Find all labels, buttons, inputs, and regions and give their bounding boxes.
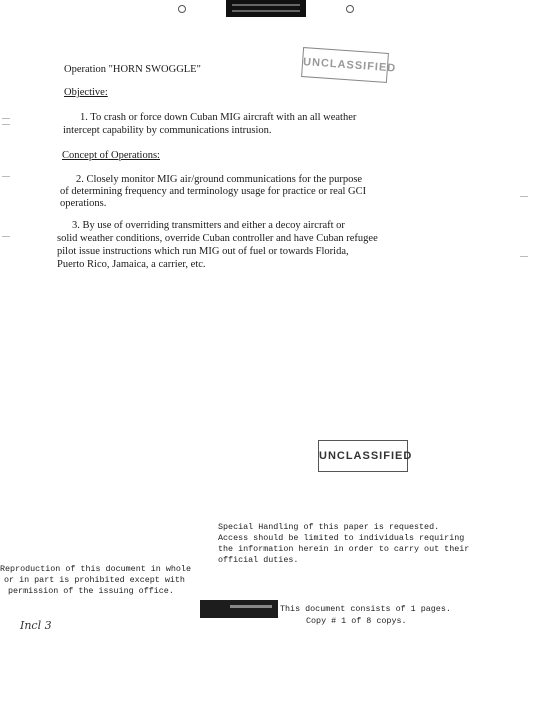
punch-hole-right	[346, 5, 354, 13]
paragraph-3-line: solid weather conditions, override Cuban controller and have Cuban refugee	[57, 233, 378, 244]
document-copy-line: Copy # 1 of 8 copys.	[306, 616, 407, 626]
paragraph-1-line: 1. To crash or force down Cuban MIG aircraft with an all weather	[80, 112, 357, 123]
paragraph-2-line: 2. Closely monitor MIG air/ground communications for the purpose	[76, 174, 363, 185]
paragraph-3-line: pilot issue instructions which run MIG out of fuel or towards Florida,	[57, 246, 349, 257]
secret-stamp-bottom	[200, 600, 278, 618]
reproduction-line: Reproduction of this document in whole	[0, 564, 191, 574]
paragraph-2-line: of determining frequency and terminology usage for practice or real GCI	[60, 186, 367, 197]
punch-hole-left	[178, 5, 186, 13]
margin-mark	[2, 236, 10, 237]
margin-mark	[2, 176, 10, 177]
paragraph-2-line: operations.	[60, 198, 107, 209]
concept-heading: Concept of Operations:	[62, 150, 160, 161]
margin-mark	[2, 118, 10, 119]
handwritten-note: Incl 3	[20, 619, 52, 632]
special-handling-line: official duties.	[218, 555, 299, 565]
paragraph-3-line: Puerto Rico, Jamaica, a carrier, etc.	[57, 259, 206, 270]
objective-heading: Objective:	[64, 87, 108, 98]
secret-stamp-top	[226, 0, 306, 17]
margin-mark	[2, 124, 10, 125]
special-handling-line: Access should be limited to individuals requiring	[218, 533, 465, 543]
operation-title: Operation "HORN SWOGGLE"	[64, 64, 201, 75]
unclassified-stamp-mid: UNCLASSIFIED	[318, 440, 408, 472]
special-handling-line: Special Handling of this paper is requested.	[218, 522, 440, 532]
margin-mark	[520, 256, 528, 257]
unclassified-stamp-top: UNCLASSIFIED	[301, 47, 389, 83]
reproduction-line: or in part is prohibited except with	[4, 575, 185, 585]
special-handling-line: the information herein in order to carry out their	[218, 544, 470, 554]
reproduction-line: permission of the issuing office.	[8, 586, 174, 596]
paragraph-3-line: 3. By use of overriding transmitters and either a decoy aircraft or	[72, 220, 345, 231]
paragraph-1-line: intercept capability by communications intrusion.	[63, 125, 272, 136]
margin-mark	[520, 196, 528, 197]
document-pages-line: This document consists of 1 pages.	[280, 604, 451, 614]
